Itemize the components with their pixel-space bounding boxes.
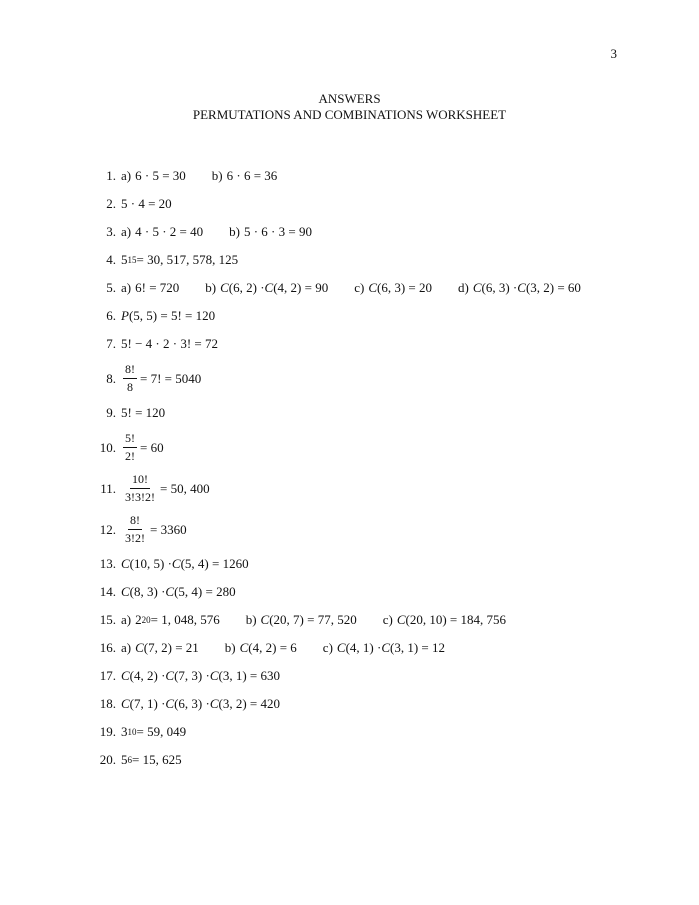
answer-number: 18. [99, 696, 116, 711]
answer-number: 20. [99, 752, 116, 767]
answer-17 [88, 662, 648, 690]
answer-12 [88, 509, 648, 550]
answer-number: 3. [106, 224, 116, 239]
answer-number: 7. [106, 336, 116, 351]
answer-3 [88, 218, 648, 246]
denominator: 3!2! [125, 531, 145, 545]
answer-text: 3 10 = 59, 049 [121, 724, 187, 739]
answer-text: 5 15 = 30, 517, 578, 125 [121, 252, 239, 267]
answer-8 [88, 358, 648, 399]
fraction [123, 431, 137, 464]
answer-4 [88, 246, 648, 274]
answer-number: 2. [106, 196, 116, 211]
answer-number: 4. [106, 252, 116, 267]
answer-number: 1. [106, 168, 116, 183]
answer-part-b: b) 6 · 6 = 36 [211, 168, 278, 183]
answer-list [88, 162, 648, 774]
answer-text: 5! − 4 · 2 · 3! = 72 [121, 336, 218, 351]
answer-part-b: b) C (20, 7) = 77, 520 [245, 612, 357, 627]
fraction [123, 513, 147, 546]
answer-7 [88, 330, 648, 358]
answer-number: 19. [99, 724, 116, 739]
answer-number: 16. [99, 640, 116, 655]
answer-text: P (5, 5) = 5! = 120 [121, 308, 216, 323]
answer-number: 8. [106, 370, 116, 386]
answer-number: 13. [99, 556, 116, 571]
answers-heading: ANSWERS [318, 91, 381, 106]
numerator: 10! [130, 472, 150, 489]
answer-number: 14. [99, 584, 116, 599]
answer-15 [88, 606, 648, 634]
denominator: 3!3!2! [125, 490, 155, 504]
answer-text: C (10, 5) · C (5, 4) = 1260 [121, 556, 249, 571]
numerator: 8! [123, 362, 137, 379]
answer-number: 15. [99, 612, 116, 627]
answer-number: 5. [106, 280, 116, 295]
answer-18 [88, 690, 648, 718]
answer-16 [88, 634, 648, 662]
answer-text: C (4, 2) · C (7, 3) · C (3, 1) = 630 [121, 668, 281, 683]
answer-part-c: c) C (4, 1) · C (3, 1) = 12 [322, 640, 445, 655]
answer-part-a: a) 2 20 = 1, 048, 576 [121, 612, 220, 627]
answer-part-b: b) C (4, 2) = 6 [224, 640, 297, 655]
answer-text: 5 · 4 = 20 [121, 196, 172, 211]
answer-part-a: a) 6 · 5 = 30 [121, 168, 186, 183]
answer-6 [88, 302, 648, 330]
answer-9 [88, 399, 648, 427]
answer-11 [88, 468, 648, 509]
answer-number: 10. [99, 439, 116, 455]
answer-1 [88, 162, 648, 190]
answer-part-d: d) C (6, 3) · C (3, 2) = 60 [458, 280, 581, 295]
answer-part-a: a) 6! = 720 [121, 280, 180, 295]
answer-part-b: b) 5 · 6 · 3 = 90 [229, 224, 312, 239]
answer-text: = 3360 [150, 521, 187, 537]
answer-13 [88, 550, 648, 578]
numerator: 8! [128, 513, 142, 530]
answer-part-b: b) C (6, 2) · C (4, 2) = 90 [205, 280, 329, 295]
answer-text: 5! = 120 [121, 405, 166, 420]
title-block [0, 91, 699, 123]
answer-number: 6. [106, 308, 116, 323]
answer-text: C (7, 1) · C (6, 3) · C (3, 2) = 420 [121, 696, 281, 711]
answer-2 [88, 190, 648, 218]
answer-part-a: a) 4 · 5 · 2 = 40 [121, 224, 204, 239]
answer-number: 12. [99, 521, 116, 537]
answer-10 [88, 427, 648, 468]
numerator: 5! [123, 431, 137, 448]
answer-20 [88, 746, 648, 774]
fraction [123, 472, 157, 505]
answer-text: = 7! = 5040 [140, 370, 202, 386]
answer-19 [88, 718, 648, 746]
answer-text: 5 6 = 15, 625 [121, 752, 182, 767]
answer-14 [88, 578, 648, 606]
worksheet-title: PERMUTATIONS AND COMBINATIONS WORKSHEET [192, 107, 507, 122]
page-number: 3 [610, 46, 617, 61]
answer-number: 9. [106, 405, 116, 420]
fraction [123, 362, 137, 395]
answer-text: C (8, 3) · C (5, 4) = 280 [121, 584, 236, 599]
answer-number: 11. [100, 480, 116, 496]
answer-number: 17. [99, 668, 116, 683]
answer-text: = 50, 400 [160, 480, 210, 496]
denominator: 8 [127, 380, 133, 394]
answer-part-c: c) C (20, 10) = 184, 756 [382, 612, 506, 627]
denominator: 2! [125, 449, 135, 463]
answer-5 [88, 274, 648, 302]
answer-text: = 60 [140, 439, 164, 455]
answer-part-a: a) C (7, 2) = 21 [121, 640, 199, 655]
answer-part-c: c) C (6, 3) = 20 [354, 280, 432, 295]
